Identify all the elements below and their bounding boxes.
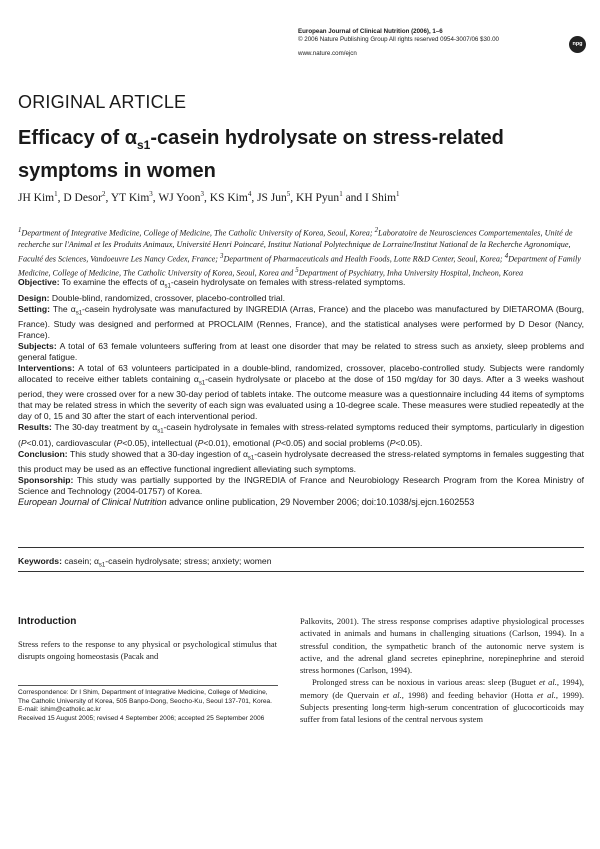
- abstract-interventions: Interventions: A total of 63 volunteers participated in a double-blind, randomized, crossover, placebo-controlled study. Subjects were randomly allocated to receive either tablets containing $\alpha_{s1}$-casein hydrolysate or placebo at the dose of 150 mg/day for 30 days. After a 3 weeks washout period, they were crossed over for a new 30-day period of tablets intake. The outcome measure was a questionnaire including 44 items of symptoms that may be related stress in which the severity of each sign was evaluated using a 10-degree scale. These measures were studied repeatedly at the day of 0, 15 and 30 after the start of each interventional period.: [18, 362, 584, 422]
- author: WJ Yoon$^3$,: [158, 190, 210, 204]
- abstract-citation: European Journal of Clinical Nutrition advance online publication, 29 November 2006; doi:10.1038/sj.ejcn.1602553: [18, 496, 475, 507]
- affiliations: $^1$Department of Integrative Medicine, College of Medicine, The Catholic University of Korea, Seoul, Korea; $^2$Laboratoire de Neurosciences Comportementales, Unité de recherche sur l'Animal et les Produits Animaux, Université Henri Poincaré, Institut National Polytechnique de Lorraine/Institut National de la Recherche Agronomique, Faculté des Sciences, Vandoeuvre Les Nancy Cedex, France; $^3$Department of Pharmaceuticals and Health Foods, Lotte R&D Center, Seoul, Korea; $^4$Department of Family Medicine, College of Medicine, The Catholic University of Korea, Seoul, Korea and $^5$Department of Psychiatry, Inha University Hospital, Incheon, Korea: [18, 227, 581, 278]
- section-label: ORIGINAL ARTICLE: [18, 92, 187, 112]
- copyright-line: © 2006 Nature Publishing Group All rights reserved 0954-3007/06 $30.00: [298, 36, 499, 43]
- introduction-heading: Introduction: [18, 616, 77, 627]
- abstract-objective: Objective: To examine the effects of $\alpha_{s1}$-casein hydrolysate on females with stress-related symptoms.: [18, 277, 406, 290]
- intro-paragraph: Prolonged stress can be noxious in various areas: sleep (Buguet et al., 1994), memory (de Quervain et al., 1998) and feeding behavior (Hotta et al., 1999). Subjects presenting long-term high-serum concentration of glucocorticoids may suffer from fatal lesions of the central nervous system: [300, 677, 585, 725]
- abstract-design: Design: Double-blind, randomized, crossover, placebo-controlled trial.: [18, 292, 286, 303]
- journal-citation: European Journal of Clinical Nutrition (2006), 1–6: [298, 28, 443, 35]
- received-dates: Received 15 August 2005; revised 4 September 2006; accepted 25 September 2006: [18, 714, 265, 722]
- abstract-sponsorship: Sponsorship: This study was partially supported by the INGREDIA of France and Neurobiology Research Program from the Korea Ministry of Science and Technology (2004-01757) of Korea.: [18, 475, 584, 496]
- correspondence-email[interactable]: E-mail: ishim@catholic.ac.kr: [18, 706, 101, 714]
- author: JH Kim$^1$,: [18, 190, 64, 204]
- author-list: [18, 190, 588, 204]
- introduction-right-column: [300, 615, 584, 726]
- author: JS Jun$^5$,: [257, 190, 297, 204]
- correspondence-rule: [18, 685, 278, 686]
- keywords: Keywords: casein; $\alpha_{s1}$-casein hydrolysate; stress; anxiety; women: [18, 556, 272, 569]
- abstract-conclusion: Conclusion: This study showed that a 30-day ingestion of $\alpha_{s1}$-casein hydrolysate decreased the stress-related symptoms in females suggesting that this product may be used as an effective functional ingredient alleviating such symptoms.: [18, 448, 584, 475]
- keywords-bottom-rule: [18, 571, 584, 572]
- publisher-logo: npg: [569, 36, 586, 53]
- introduction-left-column: Stress refers to the response to any physical or psychological stimulus that disrupts ongoing homeostasis (Pacak and: [18, 639, 277, 662]
- abstract-results: Results: The 30-day treatment by $\alpha_{s1}$-casein hydrolysate in females with stress-related symptoms reduced their symptoms, particularly in digestion (P<0.01), cardiovascular (P<0.05), intellectual (P<0.01), emotional (P<0.05) and social problems (P<0.05).: [18, 422, 585, 448]
- intro-paragraph: Palkovits, 2001). The stress response comprises adaptive physiological processes activated in animals and humans in challenging situations (Carlson, 1994). In a stressful condition, the sympathetic branch of the autonomic nerve system is active, and the adrenal gland secretes epinephrine, norepinephrine and steroid stress hormones (Carlson, 1994).: [300, 616, 584, 676]
- journal-url[interactable]: www.nature.com/ejcn: [298, 50, 357, 57]
- correspondence-address: Correspondence: Dr I Shim, Department of Integrative Medicine, College of Medicine, The Catholic University of Korea, 505 Banpo-Dong, Seocho-Ku, Seoul 137-701, Korea.: [18, 689, 273, 705]
- keywords-top-rule: [18, 547, 584, 548]
- abstract-setting: Setting: The $\alpha_{s1}$-casein hydrolysate was manufactured by INGREDIA (Arras, France) and the placebo was manufactured by DIETAROMA (Bourg, France). Study was designed and performed at PROCLAIM (Rennes, France), and the statistical analyses were performed by D Desor (Nancy, France).: [18, 303, 585, 341]
- author: I Shim$^1$: [365, 190, 400, 204]
- abstract: [18, 277, 584, 508]
- author: D Desor$^2$,: [63, 190, 111, 204]
- journal-header: [298, 28, 499, 58]
- author: KH Pyun$^1$ and: [296, 190, 366, 204]
- author: KS Kim$^4$,: [209, 190, 258, 204]
- abstract-subjects: Subjects: A total of 63 female volunteers suffering from at least one disorder that may be related to stress such as anxiety, sleep problems and general fatigue.: [18, 340, 584, 362]
- author: YT Kim$^3$,: [110, 190, 159, 204]
- article-title: Efficacy of $\alpha_{s1}$-casein hydrolysate on stress-related symptoms in women: [18, 127, 504, 182]
- correspondence: [18, 689, 278, 723]
